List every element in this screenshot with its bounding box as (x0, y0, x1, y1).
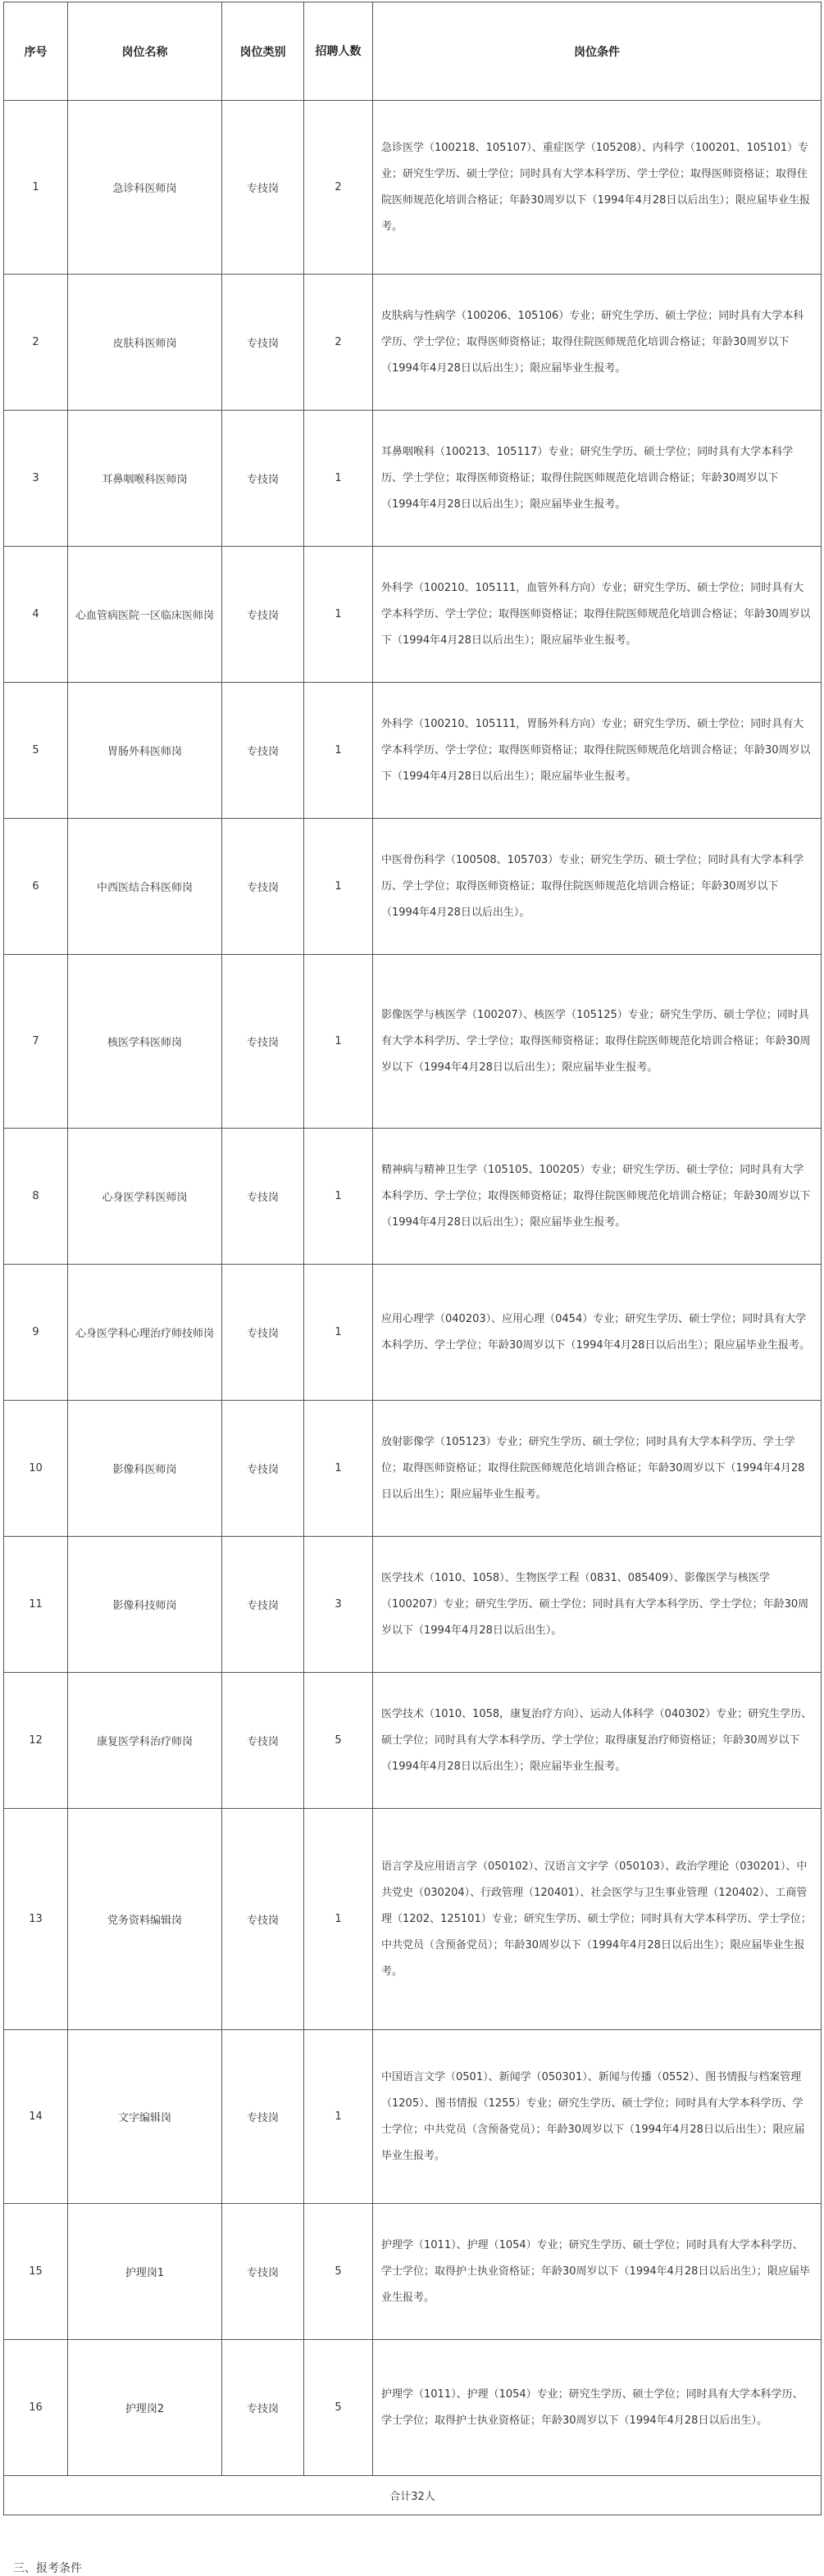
section-heading: 三、报考条件 (13, 2562, 82, 2575)
row-count: 5 (304, 2204, 373, 2340)
row-category: 专技岗 (222, 1265, 304, 1401)
row-count: 1 (304, 2030, 373, 2204)
row-position-name: 皮肤科医师岗 (68, 275, 222, 411)
row-category: 专技岗 (222, 1537, 304, 1673)
table-row (4, 411, 822, 547)
table-row (4, 2030, 822, 2204)
row-seq: 7 (4, 955, 68, 1129)
row-seq: 16 (4, 2340, 68, 2476)
table-row (4, 1265, 822, 1401)
row-position-name: 影像科医师岗 (68, 1401, 222, 1537)
header-count (304, 2, 373, 101)
header-count-text: 招聘人数 (315, 44, 362, 58)
row-count: 1 (304, 683, 373, 819)
row-position-name: 急诊科医师岗 (68, 101, 222, 275)
row-seq: 13 (4, 1809, 68, 2030)
row-conditions: 急诊医学（100218、105107）、重症医学（105208）、内科学（100201、105101）专业；研究生学历、硕士学位；同时具有大学本科学历、学士学位；取得医师资格证；取得住院医师规范化培训合格证；年龄30周岁以下（1994年4月28日以后出生）；限应届毕业生报考。 (373, 101, 822, 275)
row-category: 专技岗 (222, 547, 304, 683)
row-seq: 15 (4, 2204, 68, 2340)
row-position-name: 中西医结合科医师岗 (68, 819, 222, 955)
row-seq: 3 (4, 411, 68, 547)
row-category: 专技岗 (222, 411, 304, 547)
table-row (4, 1809, 822, 2030)
row-conditions: 中医骨伤科学（100508、105703）专业；研究生学历、硕士学位；同时具有大学本科学历、学士学位；取得医师资格证；取得住院医师规范化培训合格证；年龄30周岁以下（1994年4月28日以后出生）。 (373, 819, 822, 955)
row-count: 5 (304, 1673, 373, 1809)
table-row (4, 1673, 822, 1809)
row-conditions: 医学技术（1010、1058）、生物医学工程（0831、085409）、影像医学与核医学（100207）专业；研究生学历、硕士学位；同时具有大学本科学历、学士学位；年龄30周岁以下（1994年4月28日以后出生）。 (373, 1537, 822, 1673)
table-body (4, 101, 822, 2476)
row-category: 专技岗 (222, 683, 304, 819)
row-seq: 8 (4, 1129, 68, 1265)
row-seq: 5 (4, 683, 68, 819)
row-count: 1 (304, 819, 373, 955)
row-category: 专技岗 (222, 955, 304, 1129)
table-row (4, 1401, 822, 1537)
table-row (4, 955, 822, 1129)
row-conditions: 耳鼻咽喉科（100213、105117）专业；研究生学历、硕士学位；同时具有大学本科学历、学士学位；取得医师资格证；取得住院医师规范化培训合格证；年龄30周岁以下（1994年4月28日以后出生）；限应届毕业生报考。 (373, 411, 822, 547)
table-row (4, 1129, 822, 1265)
header-name: 岗位名称 (68, 2, 222, 101)
row-category: 专技岗 (222, 2030, 304, 2204)
row-count: 1 (304, 955, 373, 1129)
row-category: 专技岗 (222, 819, 304, 955)
row-conditions: 皮肤病与性病学（100206、105106）专业；研究生学历、硕士学位；同时具有大学本科学历、学士学位；取得医师资格证；取得住院医师规范化培训合格证；年龄30周岁以下（1994年4月28日以后出生）；限应届毕业生报考。 (373, 275, 822, 411)
row-conditions: 应用心理学（040203）、应用心理（0454）专业；研究生学历、硕士学位；同时具有大学本科学历、学士学位；年龄30周岁以下（1994年4月28日以后出生）；限应届毕业生报考。 (373, 1265, 822, 1401)
total-cell: 合计32人 (4, 2476, 822, 2515)
table-row (4, 101, 822, 275)
row-conditions: 医学技术（1010、1058，康复治疗方向）、运动人体科学（040302）专业；研究生学历、硕士学位；同时具有大学本科学历、学士学位；取得康复治疗师资格证；年龄30周岁以下（1994年4月28日以后出生）；限应届毕业生报考。 (373, 1673, 822, 1809)
row-conditions: 护理学（1011）、护理（1054）专业；研究生学历、硕士学位；同时具有大学本科学历、学士学位；取得护士执业资格证；年龄30周岁以下（1994年4月28日以后出生）；限应届毕业生报考。 (373, 2204, 822, 2340)
row-seq: 4 (4, 547, 68, 683)
row-position-name: 心身医学科心理治疗师技师岗 (68, 1265, 222, 1401)
header-seq: 序号 (4, 2, 68, 101)
row-count: 1 (304, 1265, 373, 1401)
row-seq: 9 (4, 1265, 68, 1401)
row-count: 1 (304, 1401, 373, 1537)
row-position-name: 耳鼻咽喉科医师岗 (68, 411, 222, 547)
row-position-name: 影像科技师岗 (68, 1537, 222, 1673)
row-seq: 10 (4, 1401, 68, 1537)
table-row (4, 2340, 822, 2476)
table-row (4, 275, 822, 411)
row-category: 专技岗 (222, 1673, 304, 1809)
row-position-name: 护理岗1 (68, 2204, 222, 2340)
row-conditions: 护理学（1011）、护理（1054）专业；研究生学历、硕士学位；同时具有大学本科学历、学士学位；取得护士执业资格证；年龄30周岁以下（1994年4月28日以后出生）。 (373, 2340, 822, 2476)
table-row (4, 819, 822, 955)
row-count: 1 (304, 411, 373, 547)
row-count: 1 (304, 1129, 373, 1265)
row-position-name: 心血管病医院一区临床医师岗 (68, 547, 222, 683)
row-position-name: 文字编辑岗 (68, 2030, 222, 2204)
row-position-name: 康复医学科治疗师岗 (68, 1673, 222, 1809)
row-count: 1 (304, 547, 373, 683)
row-conditions: 精神病与精神卫生学（105105、100205）专业；研究生学历、硕士学位；同时具有大学本科学历、学士学位；取得医师资格证；取得住院医师规范化培训合格证；年龄30周岁以下（1994年4月28日以后出生）；限应届毕业生报考。 (373, 1129, 822, 1265)
row-seq: 11 (4, 1537, 68, 1673)
header-category: 岗位类别 (222, 2, 304, 101)
row-category: 专技岗 (222, 2340, 304, 2476)
row-seq: 2 (4, 275, 68, 411)
total-row (4, 2476, 822, 2515)
recruitment-table (3, 2, 822, 2515)
row-count: 2 (304, 101, 373, 275)
row-seq: 12 (4, 1673, 68, 1809)
row-conditions: 放射影像学（105123）专业；研究生学历、硕士学位；同时具有大学本科学历、学士学位；取得医师资格证；取得住院医师规范化培训合格证；年龄30周岁以下（1994年4月28日以后出生）；限应届毕业生报考。 (373, 1401, 822, 1537)
row-category: 专技岗 (222, 1809, 304, 2030)
row-seq: 6 (4, 819, 68, 955)
row-category: 专技岗 (222, 101, 304, 275)
header-conditions: 岗位条件 (373, 2, 822, 101)
row-count: 5 (304, 2340, 373, 2476)
row-position-name: 胃肠外科医师岗 (68, 683, 222, 819)
row-category: 专技岗 (222, 275, 304, 411)
row-seq: 14 (4, 2030, 68, 2204)
row-conditions: 影像医学与核医学（100207）、核医学（105125）专业；研究生学历、硕士学位；同时具有大学本科学历、学士学位；取得医师资格证；取得住院医师规范化培训合格证；年龄30周岁以下（1994年4月28日以后出生）；限应届毕业生报考。 (373, 955, 822, 1129)
row-position-name: 心身医学科医师岗 (68, 1129, 222, 1265)
row-conditions: 中国语言文学（0501）、新闻学（050301）、新闻与传播（0552）、图书情报与档案管理（1205）、图书情报（1255）专业；研究生学历、硕士学位；同时具有大学本科学历、学士学位；中共党员（含预备党员）；年龄30周岁以下（1994年4月28日以后出生）；限应届毕业生报考。 (373, 2030, 822, 2204)
row-conditions: 语言学及应用语言学（050102）、汉语言文字学（050103）、政治学理论（030201）、中共党史（030204）、行政管理（120401）、社会医学与卫生事业管理（120402）、工商管理（1202、125101）专业；研究生学历、硕士学位；同时具有大学本科学历、学士学位；中共党员（含预备党员）；年龄30周岁以下（1994年4月28日以后出生）；限应届毕业生报考。 (373, 1809, 822, 2030)
row-category: 专技岗 (222, 1129, 304, 1265)
row-position-name: 护理岗2 (68, 2340, 222, 2476)
row-position-name: 党务资料编辑岗 (68, 1809, 222, 2030)
row-position-name: 核医学科医师岗 (68, 955, 222, 1129)
row-category: 专技岗 (222, 2204, 304, 2340)
row-conditions: 外科学（100210、105111，血管外科方向）专业；研究生学历、硕士学位；同时具有大学本科学历、学士学位；取得医师资格证；取得住院医师规范化培训合格证；年龄30周岁以下（1994年4月28日以后出生）；限应届毕业生报考。 (373, 547, 822, 683)
row-conditions: 外科学（100210、105111，胃肠外科方向）专业；研究生学历、硕士学位；同时具有大学本科学历、学士学位；取得医师资格证；取得住院医师规范化培训合格证；年龄30周岁以下（1994年4月28日以后出生）；限应届毕业生报考。 (373, 683, 822, 819)
row-seq: 1 (4, 101, 68, 275)
header-row (4, 2, 822, 101)
row-count: 3 (304, 1537, 373, 1673)
row-count: 2 (304, 275, 373, 411)
table-row (4, 2204, 822, 2340)
table-row (4, 547, 822, 683)
table-row (4, 1537, 822, 1673)
row-count: 1 (304, 1809, 373, 2030)
row-category: 专技岗 (222, 1401, 304, 1537)
table-row (4, 683, 822, 819)
